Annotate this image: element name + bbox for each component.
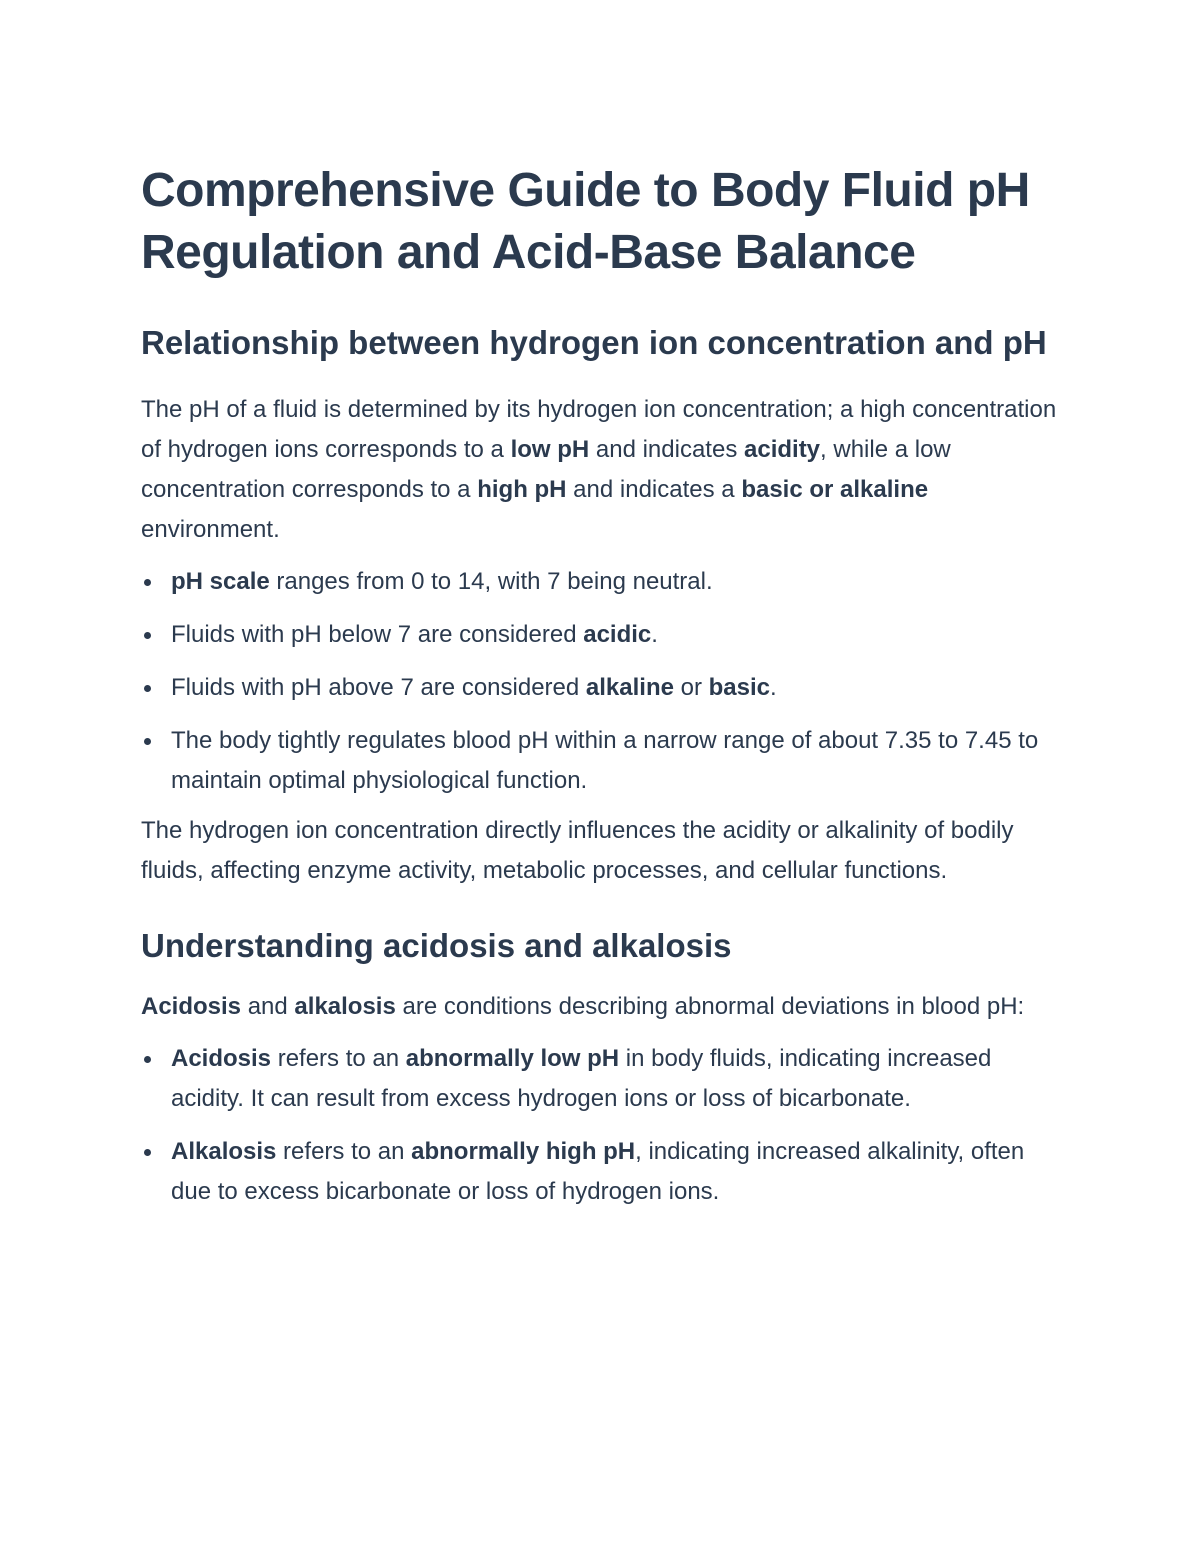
document-title: Comprehensive Guide to Body Fluid pH Regulation and Acid-Base Balance (141, 164, 1030, 279)
bold-term: acidity (744, 436, 821, 463)
bullet-dot-icon (144, 1149, 151, 1156)
text-run: The body tightly regulates blood pH within a narrow range of about 7.35 to 7.45 to maintain optimal physiological function. (171, 727, 1039, 794)
list-item (141, 1039, 1061, 1119)
text-run: refers to an (271, 1045, 406, 1072)
text-run: refers to an (276, 1138, 412, 1165)
closing-paragraph: The hydrogen ion concentration directly influences the acidity or alkalinity of bodily fluids, affecting enzyme activity, metabolic processes, and cellular functions. (141, 817, 1014, 884)
bold-term: basic or alkaline (741, 476, 929, 503)
bullet-dot-icon (144, 685, 151, 692)
list-item (141, 721, 1061, 801)
bold-term: pH scale (171, 568, 270, 595)
text-run: , while a low concentration corresponds to a (141, 436, 951, 503)
text-run: The pH of a fluid is determined by its hydrogen ion concentration; a high concentration of hydrogen ions corresponds to a (141, 396, 1057, 463)
bold-term: alkalosis (294, 993, 396, 1020)
text-run: , indicating increased alkalinity, often due to excess bicarbonate or loss of hydrogen ions. (171, 1138, 1025, 1205)
bold-term: low pH (510, 436, 590, 463)
text-run: are conditions describing abnormal deviations in blood pH: (395, 993, 1025, 1020)
bullet-dot-icon (144, 1056, 151, 1063)
bold-term: acidic (583, 621, 652, 648)
list-item (141, 668, 1061, 708)
bold-term: alkaline (585, 674, 674, 701)
ph-facts-list (141, 562, 1061, 801)
text-run: and indicates a (566, 476, 742, 503)
section-heading-ph-relationship: Relationship between hydrogen ion concentration and pH (141, 324, 1047, 361)
conditions-list (141, 1039, 1061, 1212)
bold-term: Alkalosis (171, 1138, 277, 1165)
bold-term: abnormally low pH (405, 1045, 620, 1072)
bullet-dot-icon (144, 738, 151, 745)
bold-term: high pH (477, 476, 567, 503)
text-run: in body fluids, indicating increased acidity. It can result from excess hydrogen ions or loss of bicarbonate. (171, 1045, 992, 1112)
bold-term: basic (708, 674, 771, 701)
bold-term: abnormally high pH (411, 1138, 636, 1165)
text-run: or (673, 674, 709, 701)
text-run: and (241, 993, 295, 1020)
list-item (141, 615, 1061, 655)
text-run: and indicates (589, 436, 744, 463)
bold-term: Acidosis (141, 993, 242, 1020)
list-item (141, 1132, 1061, 1212)
text-run: . (770, 674, 777, 701)
text-run: environment. (141, 516, 280, 543)
intro-paragraph (141, 390, 1061, 550)
section-heading-acidosis-alkalosis: Understanding acidosis and alkalosis (141, 927, 732, 964)
list-item (141, 562, 1061, 602)
bold-term: Acidosis (171, 1045, 272, 1072)
text-run: ranges from 0 to 14, with 7 being neutral. (269, 568, 713, 595)
text-run: Fluids with pH below 7 are considered (171, 621, 584, 648)
acidosis-intro-paragraph (141, 987, 1061, 1027)
document-page (141, 160, 1061, 1212)
bullet-dot-icon (144, 579, 151, 586)
text-run: Fluids with pH above 7 are considered (171, 674, 586, 701)
text-run: . (651, 621, 658, 648)
bullet-dot-icon (144, 632, 151, 639)
